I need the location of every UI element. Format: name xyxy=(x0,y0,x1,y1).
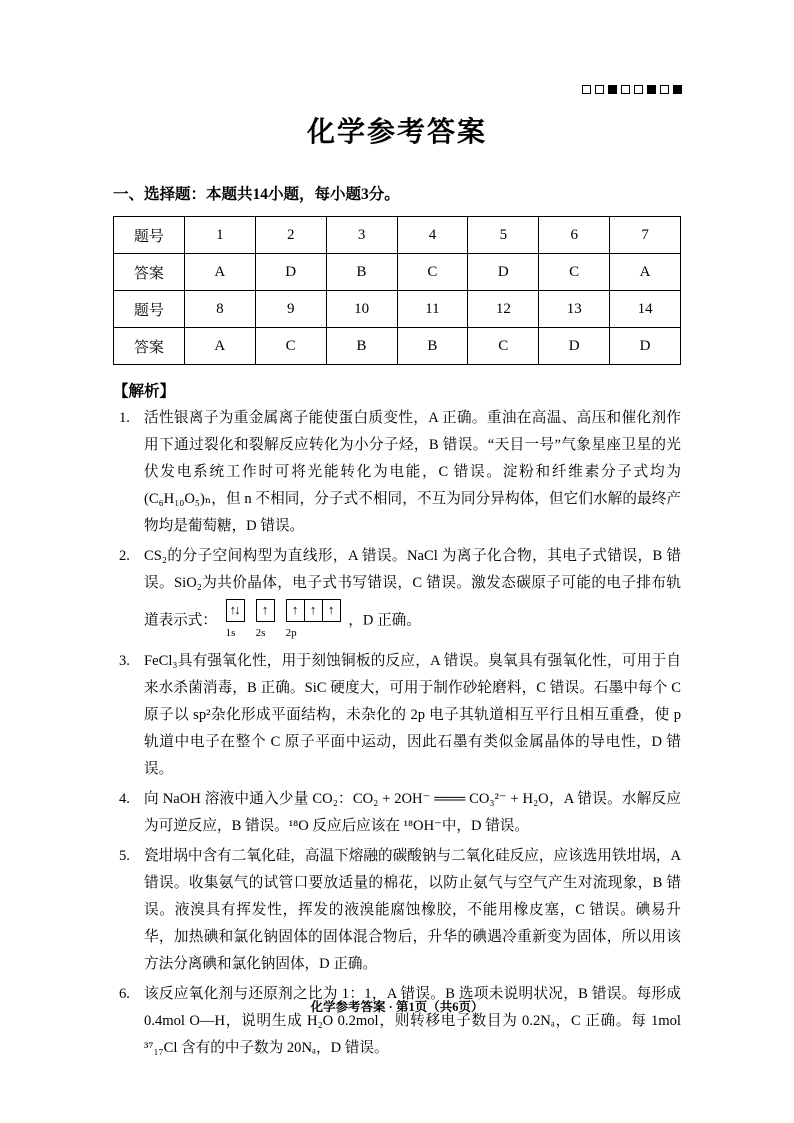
table-cell: C xyxy=(397,254,468,291)
table-cell: D xyxy=(468,254,539,291)
table-row xyxy=(114,328,681,365)
table-cell: 1 xyxy=(184,217,255,254)
orbital-group-2p xyxy=(286,599,340,643)
orbital-cell: ↑ xyxy=(286,599,305,622)
table-cell: 答案 xyxy=(114,328,185,365)
table-cell: 8 xyxy=(184,291,255,328)
table-cell: B xyxy=(326,328,397,365)
item-number: 3. xyxy=(119,653,130,670)
table-cell: A xyxy=(610,254,681,291)
table-cell: 题号 xyxy=(114,291,185,328)
item-text: 瓷坩埚中含有二氧化硅，高温下熔融的碳酸钠与二氧化硅反应，应该选用铁坩埚，A 错误。收集氨气的试管口要放适量的棉花，以防止氨气与空气产生对流现象，B 错误。液溴具有挥发性，挥发的液溴能腐蚀橡胶，不能用橡皮塞，C 错误。碘易升华，加热碘和氯化钠固体的固体混合物后，升华的碘遇冷重新变为固体，所以用该方法分离碘和氯化钠固体，D 正确。 xyxy=(144,848,681,973)
table-cell: B xyxy=(326,254,397,291)
analysis-heading: 【解析】 xyxy=(113,383,176,400)
orbital-group-2s xyxy=(256,599,274,643)
table-cell: 14 xyxy=(610,291,681,328)
table-cell: 6 xyxy=(539,217,610,254)
table-cell: A xyxy=(184,328,255,365)
table-cell: 7 xyxy=(610,217,681,254)
table-cell: C xyxy=(255,328,326,365)
table-cell: 答案 xyxy=(114,254,185,291)
item-text-before: CS₂的分子空间构型为直线形，A 错误。NaCl 为离子化合物，其电子式错误，B 错误。SiO₂为共价晶体，电子式书写错误，C 错误。激发态碳原子可能的电子排布轨道表示式： xyxy=(144,547,681,629)
page-footer: 化学参考答案 · 第1页（共6页） xyxy=(310,1000,484,1014)
collation-mark xyxy=(608,85,617,94)
analysis-item xyxy=(113,786,681,840)
orbital-diagram xyxy=(226,599,340,643)
table-row xyxy=(114,217,681,254)
analysis-item xyxy=(113,648,681,783)
collation-mark xyxy=(634,85,643,94)
table-cell: 11 xyxy=(397,291,468,328)
table-cell: A xyxy=(184,254,255,291)
orbital-label: 1s xyxy=(225,626,236,639)
orbital-label: 2p xyxy=(285,626,297,639)
content xyxy=(113,182,681,1062)
table-cell: D xyxy=(610,328,681,365)
analysis-item xyxy=(113,843,681,978)
item-number: 4. xyxy=(119,791,130,808)
table-row xyxy=(114,291,681,328)
item-text: 该反应氧化剂与还原剂之比为 1：1，A 错误。B 选项未说明状况，B 错误。每形成 0.4mol O—H，说明生成 H₂O 0.2mol，则转移电子数目为 0.2Nₐ，C 正确。每 1mol ³⁷₁₇Cl 含有的中子数为 20Nₐ，D 错误。 xyxy=(144,986,681,1057)
table-cell: D xyxy=(255,254,326,291)
analysis-item xyxy=(113,543,681,645)
collation-mark xyxy=(673,85,682,94)
table-cell: 题号 xyxy=(114,217,185,254)
orbital-cell: ↑ xyxy=(322,599,341,622)
orbital-cell: ↑↓ xyxy=(226,599,245,622)
item-number: 6. xyxy=(119,986,130,1003)
item-number: 2. xyxy=(119,547,130,564)
table-cell: 12 xyxy=(468,291,539,328)
orbital-cell: ↑ xyxy=(256,599,275,622)
page-title: 化学参考答案 xyxy=(306,116,487,147)
table-cell: 13 xyxy=(539,291,610,328)
answer-table xyxy=(113,216,681,365)
table-cell: 3 xyxy=(326,217,397,254)
collation-marks xyxy=(582,85,682,94)
collation-mark xyxy=(595,85,604,94)
table-cell: D xyxy=(539,328,610,365)
orbital-label: 2s xyxy=(255,626,266,639)
table-cell: 10 xyxy=(326,291,397,328)
item-text: FeCl₃具有强氧化性，用于刻蚀铜板的反应，A 错误。臭氧具有强氧化性，可用于自来水杀菌消毒，B 正确。SiC 硬度大，可用于制作砂轮磨料，C 错误。石墨中每个 C 原子以 sp²杂化形成平面结构，未杂化的 2p 电子其轨道相互平行且相互重叠，使 p 轨道中电子在整个 C 原子平面中运动，因此石墨有类似金属晶体的导电性，D 错误。 xyxy=(144,653,681,778)
item-text-after: ，D 正确。 xyxy=(348,612,421,629)
table-cell: B xyxy=(397,328,468,365)
table-cell: 5 xyxy=(468,217,539,254)
table-cell: 4 xyxy=(397,217,468,254)
item-number: 5. xyxy=(119,848,130,865)
orbital-group-1s xyxy=(226,599,244,643)
collation-mark xyxy=(647,85,656,94)
analysis-items xyxy=(113,405,681,1062)
table-row xyxy=(114,254,681,291)
item-text: 向 NaOH 溶液中通入少量 CO₂：CO₂ + 2OH⁻ ═══ CO₃²⁻ + H₂O，A 错误。水解反应为可逆反应，B 错误。¹⁸O 反应后应该在 ¹⁸OH⁻中，D 错误。 xyxy=(144,791,681,835)
item-text: 活性银离子为重金属离子能使蛋白质变性，A 正确。重油在高温、高压和催化剂作用下通过裂化和裂解反应转化为小分子烃，B 错误。“天目一号”气象星座卫星的光伏发电系统工作时可将光能转化为电能，C 错误。淀粉和纤维素分子式均为(C₆H₁₀O₅)ₙ，但 n 不相同，分子式不相同，不互为同分异构体，但它们水解的最终产物均是葡萄糖，D 错误。 xyxy=(144,410,681,534)
collation-mark xyxy=(582,85,591,94)
collation-mark xyxy=(621,85,630,94)
table-cell: 2 xyxy=(255,217,326,254)
analysis-item xyxy=(113,981,681,1062)
table-cell: C xyxy=(539,254,610,291)
table-cell: 9 xyxy=(255,291,326,328)
item-text xyxy=(144,543,681,645)
analysis-item xyxy=(113,405,681,540)
orbital-cell: ↑ xyxy=(304,599,323,622)
section-heading: 一、选择题：本题共14小题，每小题3分。 xyxy=(113,186,400,203)
collation-mark xyxy=(660,85,669,94)
item-number: 1. xyxy=(119,410,130,426)
table-cell: C xyxy=(468,328,539,365)
